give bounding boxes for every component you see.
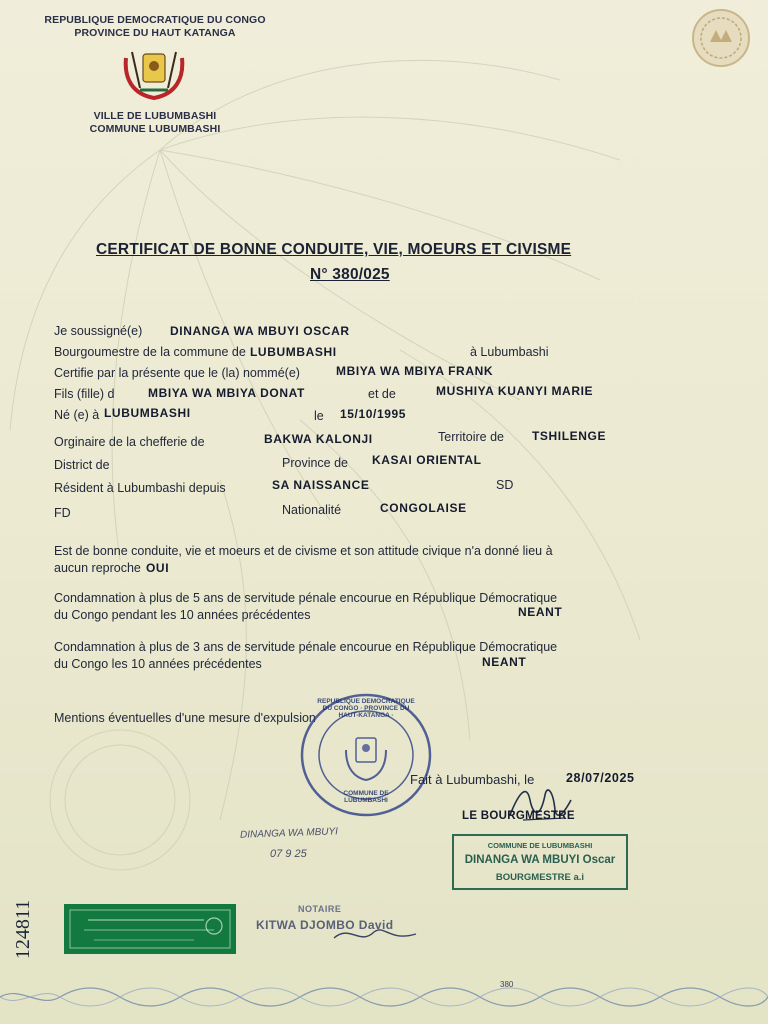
- bourgmestre-label: Bourgoumestre de la commune de: [54, 345, 246, 359]
- territoire-label: Territoire de: [438, 430, 504, 444]
- handwritten-name: DINANGA WA MBUYI: [239, 826, 339, 841]
- district-label: District de: [54, 458, 110, 472]
- certifie-value: MBIYA WA MBIYA FRANK: [336, 364, 494, 378]
- province-label: Province de: [282, 456, 349, 470]
- resident-value: SA NAISSANCE: [272, 478, 370, 492]
- conduct-line1: Est de bonne conduite, vie et moeurs et de civisme et son attitude civique n'a donné lieu à: [54, 544, 553, 558]
- condemnation3-line2: du Congo les 10 années précédentes: [54, 657, 262, 671]
- bourgmestre-suffix: à Lubumbashi: [470, 345, 549, 359]
- header-country: REPUBLIQUE DEMOCRATIQUE DU CONGO: [44, 14, 266, 26]
- condemnation5-value: NEANT: [518, 605, 563, 619]
- bourgmestre-role: LE BOURGMESTRE: [462, 810, 575, 822]
- mentions-label: Mentions éventuelles d'une mesure d'expulsion: [54, 711, 316, 725]
- certifie-label: Certifie par la présente que le (la) nommé(e): [54, 366, 300, 380]
- embossed-seal-icon: [686, 6, 756, 70]
- certificate-number: N° 380/025: [310, 266, 390, 283]
- notary-label: NOTAIRE: [298, 904, 342, 914]
- ne-label: Né (e) à: [54, 408, 100, 422]
- official-round-stamp: REPUBLIQUE DEMOCRATIQUE DU CONGO · PROVINCE DU HAUT-KATANGA · COMMUNE DE LUBUMBASHI: [296, 690, 436, 820]
- certificate-title: CERTIFICAT DE BONNE CONDUITE, VIE, MOEURS ET CIVISME: [96, 241, 572, 258]
- notary-signature-icon: [330, 920, 420, 948]
- province-value: KASAI ORIENTAL: [372, 453, 482, 467]
- father-name: MBIYA WA MBIYA DONAT: [148, 386, 305, 400]
- notary-name: KITWA DJOMBO David: [256, 918, 394, 932]
- fils-label: Fils (fille) d: [54, 387, 115, 401]
- conduct-line2: aucun reproche: [54, 561, 141, 575]
- condemnation5-line2: du Congo pendant les 10 années précédentes: [54, 608, 311, 622]
- le-label: le: [314, 409, 324, 423]
- soussigne-value: DINANGA WA MBUYI OSCAR: [170, 324, 350, 338]
- condemnation5-line1: Condamnation à plus de 5 ans de servitude pénale encourue en République Démocratique: [54, 591, 558, 605]
- coat-of-arms-icon: [118, 48, 190, 104]
- soussigne-label: Je soussigné(e): [54, 324, 143, 338]
- condemnation3-value: NEANT: [482, 655, 527, 669]
- bourgmestre-signature-icon: [505, 780, 575, 830]
- territoire-value: TSHILENGE: [532, 429, 607, 443]
- sd-label: SD: [496, 478, 514, 492]
- birthplace: LUBUMBASHI: [104, 406, 191, 420]
- condemnation3-line1: Condamnation à plus de 3 ans de servitude pénale encourue en République Démocratique: [54, 640, 558, 654]
- header-commune: COMMUNE LUBUMBASHI: [89, 123, 221, 135]
- nationalite-label: Nationalité: [282, 503, 342, 517]
- green-revenue-stamp: [64, 904, 236, 954]
- fd-label: FD: [54, 506, 71, 520]
- mother-name: MUSHIYA KUANYI MARIE: [436, 384, 594, 398]
- signature-date: 28/07/2025: [566, 771, 635, 785]
- header-province: PROVINCE DU HAUT KATANGA: [74, 27, 236, 39]
- bourgmestre-commune: LUBUMBASHI: [250, 345, 337, 359]
- et-de-label: et de: [368, 387, 396, 401]
- handwritten-date: 07 9 25: [270, 848, 307, 860]
- resident-label: Résident à Lubumbashi depuis: [54, 481, 226, 495]
- bourgmestre-rect-stamp: COMMUNE DE LUBUMBASHI DINANGA WA MBUYI Oscar BOURGMESTRE a.i: [452, 834, 628, 890]
- header-city: VILLE DE LUBUMBASHI: [93, 110, 217, 122]
- chefferie-value: BAKWA KALONJI: [264, 432, 373, 446]
- fait-a-label: Fait à Lubumbashi, le: [410, 772, 535, 787]
- birth-date: 15/10/1995: [340, 407, 407, 421]
- side-serial-number: 124811: [12, 899, 35, 960]
- originaire-label: Orginaire de la chefferie de: [54, 435, 205, 449]
- nationalite-value: CONGOLAISE: [380, 501, 467, 515]
- bottom-guilloche-border: [0, 985, 768, 1009]
- bottom-number: 380: [500, 980, 514, 989]
- conduct-value: OUI: [146, 561, 170, 575]
